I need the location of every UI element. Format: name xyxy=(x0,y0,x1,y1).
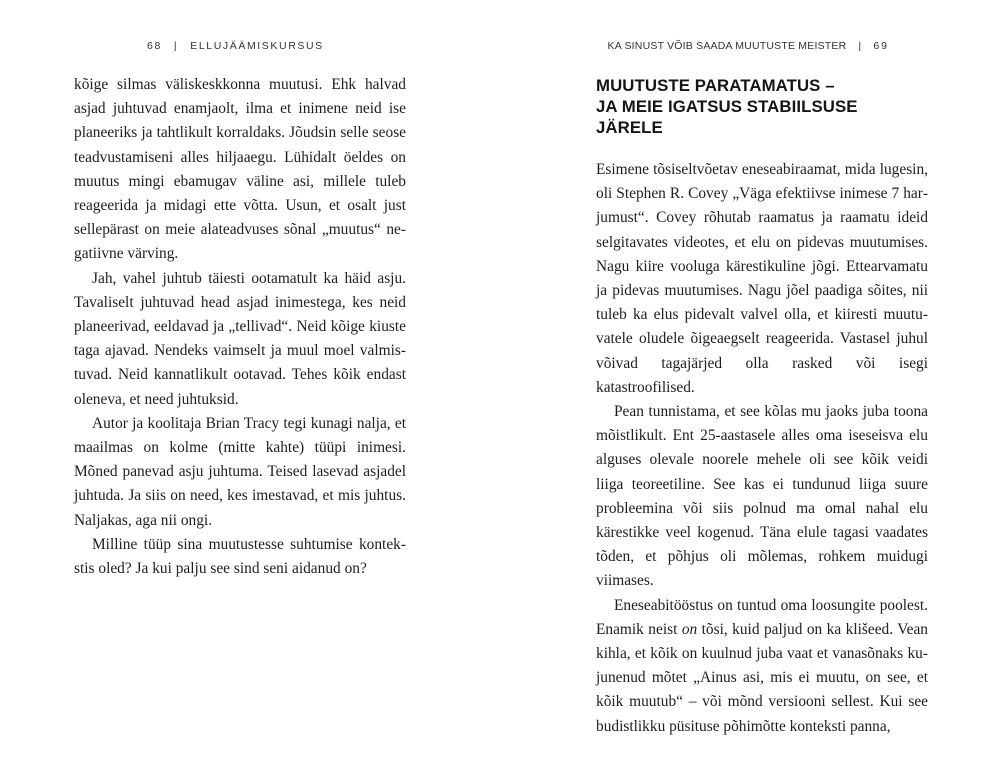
right-paragraph-3-start: Eneseabitööstus on tuntud oma loosungite poolest. Enamik neist xyxy=(596,596,928,638)
left-page-number: 68 xyxy=(147,40,162,52)
right-paragraph-2: Pean tunnistama, et see kõlas mu jaoks juba toona mõistlikult. Ent 25-aastasele alles oma iseseisva elu alguses olevale noorele mehele oli see kõik veidi liiga teoreetiline. See kas ei tundunud liiga suure probleemina või siis polnud ma omal nahal elu kärestikke veel kogenud. Täna elule tagasi vaadates tõden, et põhjus oli mõlemas, rohkem muidugi viimases. xyxy=(596,403,928,590)
chapter-title-line-1: MUUTUSTE PARATAMATUS – xyxy=(596,76,835,95)
left-running-head-title: ELLUJÄÄMISKURSUS xyxy=(190,40,324,52)
left-paragraph-2: Jah, vahel juhtub täiesti ootamatult ka häid asju. Tavaliselt juhtuvad head asjad inimestega, kes neid planeerivad, eeldavad ja „tellivad“. Neid kõige kiuste taga ajavad. Nendeks vaimselt ja muul moel valmistuvad. Neid kannatlikult ootavad. Tehes kõik endast oleneva, et need juhtuksid. xyxy=(74,269,406,408)
chapter-title xyxy=(596,75,936,138)
right-body-text xyxy=(596,158,928,739)
left-body-text xyxy=(74,73,406,581)
right-paragraph-1: Esimene tõsiseltvõetav eneseabiraamat, mida lugesin, oli Stephen R. Covey „Väga efektiivse inimese 7 harjumust“. Covey rõhutab raamatus ja raamatu ideid selgitavates videotes, et elu on pidevas muutumises. Nagu kiire vooluga kärestikuline jõgi. Ettearvamatu ja pidevas muutumises. Nagu jõel paadiga sõites, nii tuleb ka elus pidevalt valvel olla, et kiiresti muutuvatele oludele õigeaegselt reageerida. Vastasel juhul võivad tagajärjed olla rasked või isegi katastroofilised. xyxy=(596,161,928,396)
left-page xyxy=(0,0,499,769)
right-running-head-separator: | xyxy=(858,40,862,52)
left-paragraph-4: Milline tüüp sina muutustesse suhtumise kontekstis oled? Ja kui palju see sind seni aidanud on? xyxy=(74,535,406,578)
right-paragraph-3-emphasis: on xyxy=(681,620,698,638)
left-running-head xyxy=(147,40,324,52)
right-running-head xyxy=(608,40,889,52)
left-paragraph-1: kõige silmas väliskeskkonna muutusi. Ehk halvad asjad juhtuvad enamjaolt, ilma et inimene neid ise planeeriks ja tahtlikult korraldaks. Jõudsin selle seose teadvustamiseni alles hiljaaegu. Lühidalt öeldes on muutus mingi ebamugav väline asi, millele tuleb reageerida ja midagi ette võtta. Usun, et osalt just sellepärast on meie alateadvuses sõnal „muutus“ negatiivne värving. xyxy=(74,76,406,263)
right-paragraph-3 xyxy=(596,594,928,739)
left-running-head-separator: | xyxy=(173,40,179,52)
right-running-head-title: KA SINUST VÕIB SAADA MUUTUSTE MEISTER xyxy=(607,40,847,52)
right-page xyxy=(499,0,999,769)
right-paragraph-3-end: tõsi, kuid paljud on ka klišeed. Vean kihla, et kõik on kuulnud juba vaat et vanasõnaks kujunenud mõtet „Ainus asi, mis ei muutu, on see, et kõik muutub“ – või mõnd versiooni sellest. Kui see budistlikku püsituse põhimõtte konteksti panna, xyxy=(596,620,928,735)
chapter-title-line-3: JÄRELE xyxy=(596,118,663,137)
right-page-number: 69 xyxy=(873,40,889,52)
chapter-title-line-2: JA MEIE IGATSUS STABIILSUSE xyxy=(596,97,858,116)
left-paragraph-3: Autor ja koolitaja Brian Tracy tegi kunagi nalja, et maailmas on kolme (mitte kahte) tüüpi inimesi. Mõned panevad asju juhtuma. Teised lasevad asjadel juhtuda. Ja siis on need, kes imestavad, et mis juhtus. Naljakas, aga nii ongi. xyxy=(74,414,406,529)
